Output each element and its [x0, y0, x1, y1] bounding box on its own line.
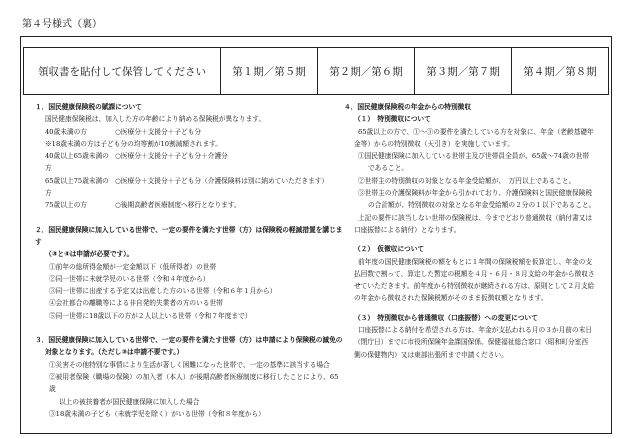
form-number-label: 第４号様式（裏）	[22, 19, 102, 30]
section3-title-cont: 対象となります。（ただし③は申請不要です。）	[45, 348, 184, 357]
section2-title: ２．国民健康保険に加入している世帯で、一定の要件を満たす世帯（方）は保険税の軽減措置を講じます	[35, 225, 343, 246]
section2-title-cont: （③と④は申請が必要です）。	[45, 250, 134, 259]
sub1-line: であること。	[368, 164, 409, 173]
sub1-line: ①国民健康保険に加入している世帯主及び世帯員全員が、65歳～74歳の世帯	[358, 152, 590, 161]
receipt-header-table	[23, 47, 609, 95]
section1-note: ※18歳未満の方は子ども分の均等割が10割減額されます。	[45, 139, 222, 148]
sub2-line: せていただきます。前年度から特別徴収が継続される方は、原則として２月支給	[354, 282, 595, 291]
sub3-line: （閉庁日）までに市役所保険年金課国保係、保健福祉総合窓口（昭和町分室西	[354, 338, 589, 347]
age-group: 40歳以上65歳未満の方	[45, 152, 109, 173]
section1-row	[35, 126, 345, 138]
sub1-line: 口座振替による納付）となります。	[354, 225, 461, 234]
period-cell-3: 第３期／第７期	[414, 48, 511, 94]
tax-components: ○後期高齢者医療制度へ移行となります。	[115, 201, 241, 210]
period-cell-1: 第１期／第５期	[220, 48, 317, 94]
sub1-line: ②世帯主の特別徴収の対象となる年金受給額が、 万円以上であること。	[358, 176, 576, 185]
sub3-title: （３） 特別徴収から普通徴収（口座振替）への変更について	[354, 313, 538, 322]
sub1-line: 金等）からの特別徴収（天引き）を実施しています。	[354, 139, 514, 148]
sub2-line: 前年度の国民健康保険税の額をもとに１年間の保険税額を仮算定し、年金の支	[358, 257, 593, 266]
sub1-line: ③世帯主の介護保険料が年金から引かれており、介護保険料と国民健康保険税	[358, 189, 593, 198]
section3-title: ３．国民健康保険に加入している世帯で、一定の要件を満たす世帯（方）は申請により保険税の減免の	[35, 336, 343, 345]
section3-item: ①災害その他特別な事情により生活が著しく困難になった世帯で、一定の基準に該当する場合	[49, 360, 330, 369]
receipt-instruction: 領収書を貼付して保管してください	[37, 65, 206, 78]
age-group: 75歳以上の方	[45, 201, 87, 210]
sub1-line: 65歳以上の方で、①～③の要件を満たしている方を対象に、年金（老齢基礎年	[358, 127, 594, 136]
section1-row	[35, 150, 345, 175]
section2-item: ①前年の総所得金額が一定金額以下（低所得者）の世帯	[49, 262, 217, 271]
sub2-line: 払回数で割って、算定した暫定の税額を４月・６月・８月支給の年金から徴収さ	[354, 269, 595, 278]
section2-item: ②同一世帯に未就学児のいる世帯（令和４年度から）	[49, 274, 210, 283]
age-group: 65歳以上75歳未満の方	[45, 176, 109, 198]
age-group: 40歳未満の方	[45, 127, 87, 136]
section3-item: ③18歳未満の子ども（未就学児を除く）がいる世帯（令和８年度から）	[49, 409, 265, 418]
section2-item: ⑤同一世帯に18歳以下の方が２人以上いる世帯（令和７年度まで）	[49, 311, 252, 320]
section1-title: １．国民健康保険税の賦課について	[35, 103, 142, 111]
section3-item-cont: 以上の被扶養者が国民健康保険に加入した場合	[59, 397, 200, 406]
sub1-line: 上記の要件に該当しない世帯の保険税は、今までどおり普通徴収（納付書又は	[358, 213, 593, 222]
section1-intro: 国民健康保険税は、加入した方の年齢により納める保険税が異なります。	[45, 115, 266, 124]
sub3-line: 側の保健物内）又は東部出張所まで申請ください。	[354, 350, 508, 359]
section2-item: ③同一世帯に出産する予定又は出産した方のいる世帯（令和６年１月から）	[49, 287, 277, 296]
tax-components: ○医療分＋支援分＋子ども分（介護保険料は別に納めていただきます）	[115, 176, 329, 185]
section1-row	[35, 175, 345, 200]
tax-components: ○医療分＋支援分＋子ども分＋介護分	[115, 152, 228, 161]
tax-components: ○医療分＋支援分＋子ども分	[115, 127, 202, 136]
section2-item: ④会社都合の離職等による非自発的失業者の方のいる世帯	[49, 299, 223, 308]
left-column	[35, 101, 345, 420]
sub2-line: の年金から徴収された保険税額がそのまま仮徴収額となります。	[354, 294, 548, 303]
sub1-line: の合計額が、特別徴収の対象となる年金受給額の２分の１以下であること。	[368, 201, 596, 210]
right-column	[344, 101, 604, 361]
period-cell-4: 第４期／第８期	[511, 48, 608, 94]
form-frame	[20, 36, 612, 434]
section4-title: ４．国民健康保険税の年金からの特別徴収	[344, 103, 472, 111]
section3-item: ②被用者保険（職場の保険）の加入者（本人）が後期高齢者医療制度に移行したことにより、65歳	[49, 372, 339, 394]
sub3-line: 口座振替による納付を希望される方は、年金が支払われる月の３か月前の末日	[358, 326, 593, 335]
period-cell-2: 第２期／第６期	[317, 48, 414, 94]
sub1-title: （１） 特別徴収について	[354, 115, 431, 124]
section1-row	[35, 199, 345, 211]
sub2-title: （２） 仮徴収について	[354, 245, 425, 254]
